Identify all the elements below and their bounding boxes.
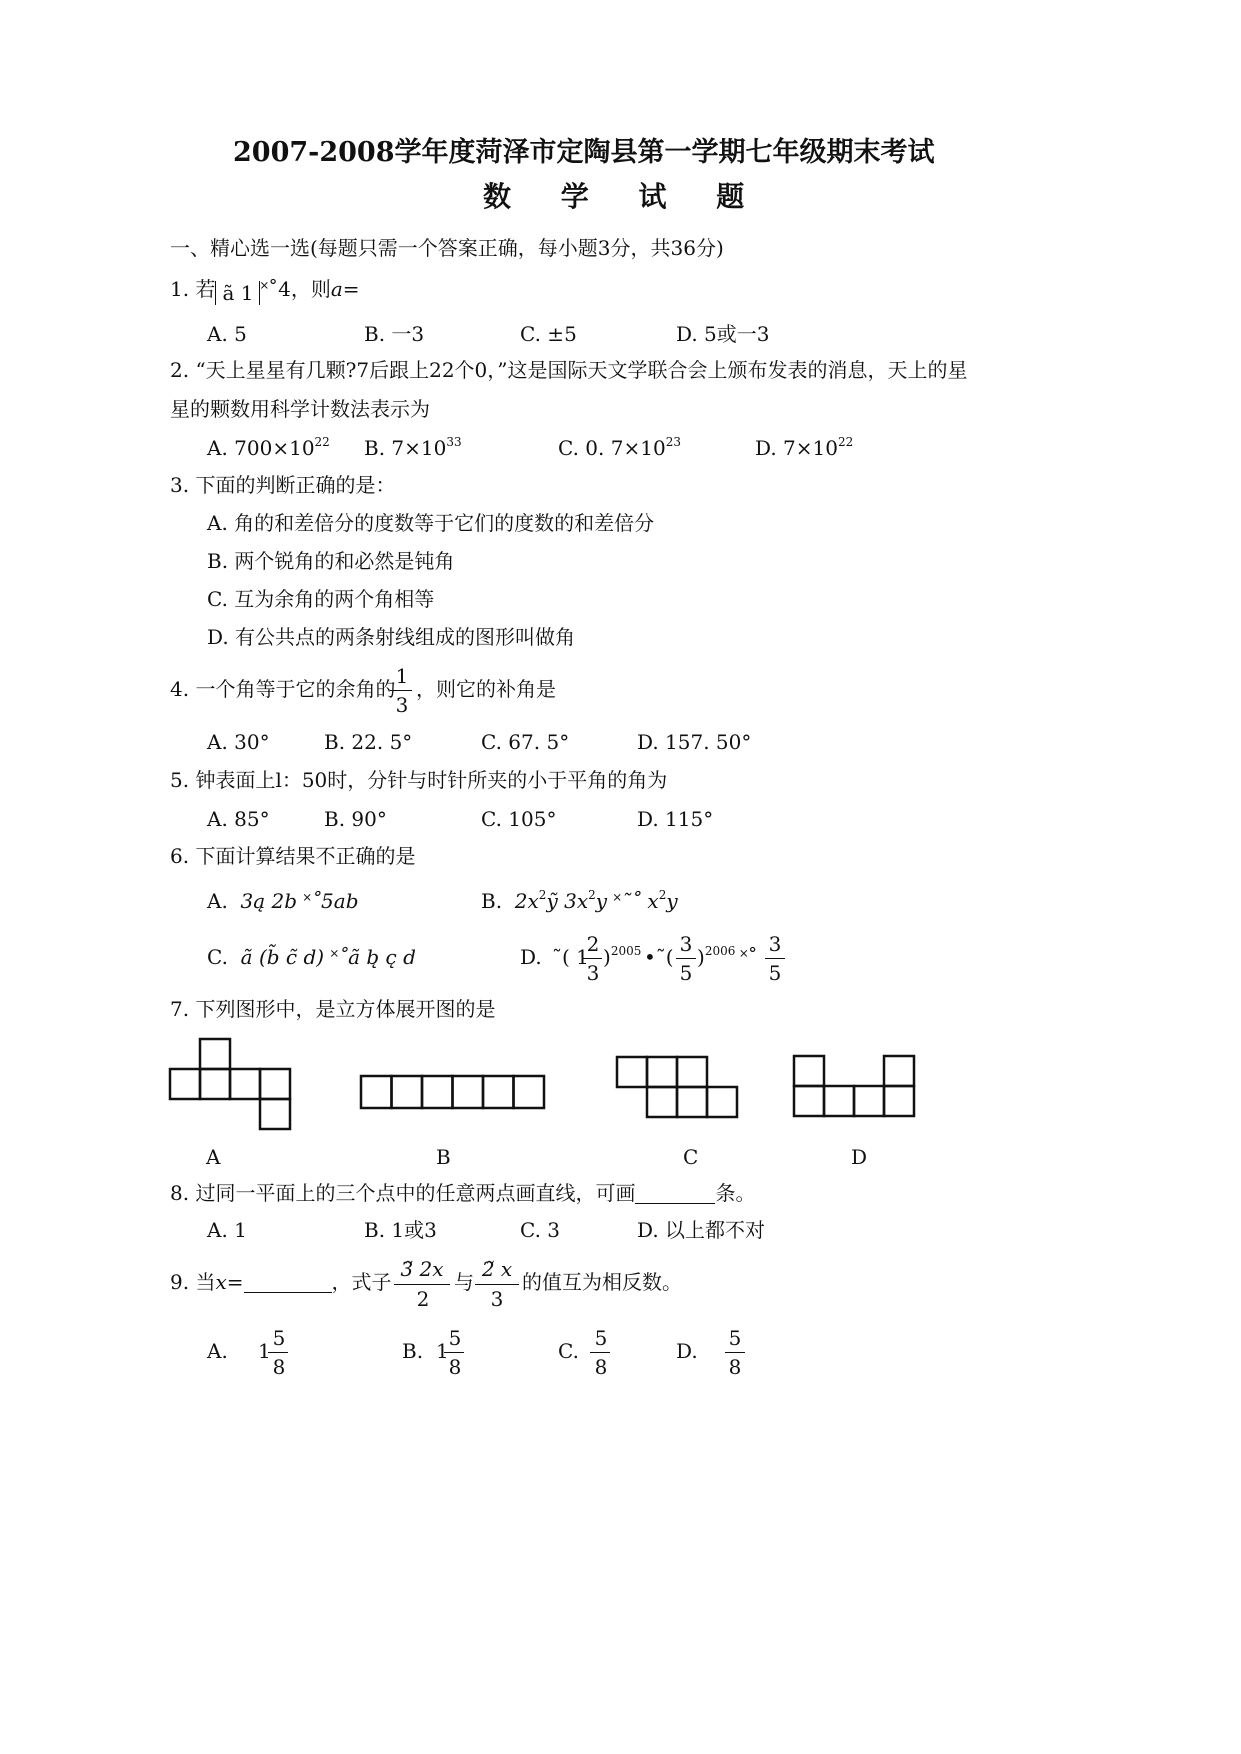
q9-option-c-label: C. <box>558 1339 579 1363</box>
net-a-square <box>230 1069 260 1099</box>
q9-option-b-whole: 1 <box>436 1339 449 1363</box>
net-d-square <box>794 1086 824 1116</box>
q6-option-d-label: D. <box>520 945 542 969</box>
net-b-square <box>453 1076 484 1108</box>
q4-fraction-numerator: 1 <box>395 664 409 688</box>
cube-net-c <box>615 1055 742 1120</box>
q1-option-a: A. 5 <box>207 322 247 346</box>
q3-option-c: C. 互为余角的两个角相等 <box>207 587 435 611</box>
q9-fraction-2-numerator: 2̃ x <box>481 1257 513 1281</box>
q9-option-c-denominator: 8 <box>594 1355 608 1379</box>
q6-d-fraction-3-bar <box>765 958 785 959</box>
q5-option-c: C. 105° <box>481 807 557 831</box>
q3-option-a: A. 角的和差倍分的度数等于它们的度数的和差倍分 <box>207 511 655 535</box>
q6-d-paren-2: )$^{2006}$ <box>697 944 736 969</box>
net-label-a: A <box>206 1145 221 1169</box>
q6-d-fraction-1-denominator: 3 <box>586 961 600 985</box>
q6-d-fraction-2-bar <box>676 958 696 959</box>
q4-option-d: D. 157. 50° <box>637 730 752 754</box>
question-5-stem: 5. 钟表面上l：50时，分针与时针所夹的小于平角的角为 <box>170 768 668 792</box>
q9-option-a-bar <box>268 1352 288 1353</box>
answer-blank <box>244 1274 332 1293</box>
q6-d-fraction-3-numerator: 3 <box>768 932 782 956</box>
question-7-stem: 7. 下列图形中，是立方体展开图的是 <box>170 997 496 1021</box>
q1-option-b: B. 一3 <box>364 322 425 346</box>
q4-option-b: B. 22. 5° <box>324 730 413 754</box>
question-2-line-1: 2. “天上星星有几颗?7后跟上22个0，”这是国际天文学联合会上颁布发表的消息，天上的星 <box>170 358 968 382</box>
q1-option-c: C. ±5 <box>520 322 577 346</box>
q6-d-fraction-2-numerator: 3 <box>679 932 693 956</box>
net-a-square <box>170 1069 200 1099</box>
q5-option-a: A. 85° <box>207 807 270 831</box>
question-2-line-2: 星的颗数用科学计数法表示为 <box>170 397 430 421</box>
q4-option-c: C. 67. 5° <box>481 730 570 754</box>
q8-option-b: B. 1或3 <box>364 1218 437 1242</box>
q9-option-d-denominator: 8 <box>728 1355 742 1379</box>
net-c-square <box>707 1087 737 1117</box>
net-b-square <box>483 1076 514 1108</box>
absolute-value: ã 1 <box>215 281 260 305</box>
q2-option-c: C. 0. $7\times 10^{23}$ <box>558 435 681 460</box>
q9-option-b-label: B. <box>402 1339 424 1363</box>
q9-option-b-bar <box>444 1352 464 1353</box>
net-b-square <box>392 1076 423 1108</box>
net-b-square <box>514 1076 545 1108</box>
q6-d-fraction-1-numerator: 2 <box>586 932 600 956</box>
net-d-square <box>824 1086 854 1116</box>
q6-d-paren-1: )$^{2005}$ <box>603 944 642 969</box>
q6-d-equals: ˟˚ <box>740 945 758 969</box>
q6-d-fraction-2-denominator: 5 <box>679 961 693 985</box>
q6-option-d-prefix: ˜( 1 <box>552 945 589 969</box>
q9-option-c-numerator: 5 <box>594 1326 608 1350</box>
q8-option-a: A. 1 <box>207 1218 247 1242</box>
question-9-conjunction: 与 <box>454 1270 474 1294</box>
net-label-b: B <box>436 1145 451 1169</box>
answer-blank <box>635 1185 715 1204</box>
net-a-square <box>200 1039 230 1069</box>
question-3-stem: 3. 下面的判断正确的是： <box>170 473 396 497</box>
q9-fraction-1-bar <box>394 1284 450 1285</box>
net-c-square <box>647 1057 677 1087</box>
q9-option-a-denominator: 8 <box>272 1355 286 1379</box>
net-c-square <box>677 1087 707 1117</box>
q9-option-c-bar <box>590 1352 610 1353</box>
q9-option-b-denominator: 8 <box>448 1355 462 1379</box>
q9-option-d-label: D. <box>676 1339 698 1363</box>
net-c-square <box>617 1057 647 1087</box>
question-4-stem-before: 4. 一个角等于它的余角的 <box>170 677 396 701</box>
q9-option-b-numerator: 5 <box>448 1326 462 1350</box>
net-a-square <box>260 1099 290 1129</box>
exam-title: 2007-2008学年度菏泽市定陶县第一学期七年级期末考试 <box>233 137 935 168</box>
question-1-stem: 1. 若 ã 1 ˟˚4，则a= <box>170 277 360 305</box>
net-label-c: C <box>683 1145 699 1169</box>
net-c-square <box>647 1087 677 1117</box>
q5-option-b: B. 90° <box>324 807 387 831</box>
net-d-square <box>794 1056 824 1086</box>
cube-net-d <box>792 1054 918 1120</box>
net-b-square <box>422 1076 453 1108</box>
q4-fraction-bar <box>390 690 412 691</box>
net-d-square <box>884 1056 914 1086</box>
q9-option-d-numerator: 5 <box>728 1326 742 1350</box>
net-a-square <box>200 1069 230 1099</box>
q6-d-middle: •˜( <box>644 945 674 969</box>
net-d-square <box>854 1086 884 1116</box>
question-8-stem: 8. 过同一平面上的三个点中的任意两点画直线，可画 条。 <box>170 1181 756 1205</box>
question-6-stem: 6. 下面计算结果不正确的是 <box>170 844 416 868</box>
q9-fraction-1-numerator: 3̃ 2x <box>400 1257 444 1281</box>
q9-option-a-whole: 1 <box>258 1339 271 1363</box>
q2-option-a: A. $700\times 10^{22}$ <box>207 435 330 460</box>
q9-fraction-2-bar <box>475 1284 519 1285</box>
net-b-square <box>361 1076 392 1108</box>
q2-option-d: D. $7\times 10^{22}$ <box>755 435 854 460</box>
net-c-square <box>677 1057 707 1087</box>
q9-option-a-label: A. <box>207 1339 228 1363</box>
question-9-stem-start: 9. 当x= ，式子 <box>170 1270 392 1294</box>
q3-option-d: D. 有公共点的两条射线组成的图形叫做角 <box>207 625 576 649</box>
q2-option-b: B. $7\times 10^{33}$ <box>364 435 462 460</box>
q9-fraction-1-denominator: 2 <box>416 1287 430 1311</box>
q6-option-b: B. $2x^2ỹ$ $3x^2y$ ˟˜˚ $x^2y$ <box>481 888 678 913</box>
cube-net-a <box>168 1037 294 1130</box>
q6-d-fraction-3-denominator: 5 <box>768 961 782 985</box>
q9-option-a-numerator: 5 <box>272 1326 286 1350</box>
q6-option-a: A. 3ą 2b ˟˚5ab <box>207 889 359 913</box>
q3-option-b: B. 两个锐角的和必然是钝角 <box>207 549 455 573</box>
q5-option-d: D. 115° <box>637 807 714 831</box>
q6-d-fraction-1-bar <box>582 958 602 959</box>
q8-option-c: C. 3 <box>520 1218 561 1242</box>
question-4-stem-after: ，则它的补角是 <box>416 677 556 701</box>
q8-option-d: D. 以上都不对 <box>637 1218 766 1242</box>
q6-option-c: C. ã (b̃ c̃ d) ˟˚ã b̨ c̨ d <box>207 945 416 969</box>
q1-option-d: D. 5或一3 <box>676 322 770 346</box>
q9-fraction-2-denominator: 3 <box>490 1287 504 1311</box>
net-d-square <box>884 1086 914 1116</box>
question-9-stem-end: 的值互为相反数。 <box>522 1270 682 1294</box>
q4-fraction-denominator: 3 <box>395 693 409 717</box>
net-a-square <box>260 1069 290 1099</box>
q9-option-d-bar <box>725 1352 745 1353</box>
q4-option-a: A. 30° <box>207 730 270 754</box>
cube-net-b <box>359 1074 547 1110</box>
net-label-d: D <box>851 1145 868 1169</box>
exam-subtitle: 数 学 试 题 <box>483 180 765 213</box>
section-heading: 一、精心选一选(每题只需一个答案正确，每小题3分，共36分) <box>170 236 724 260</box>
